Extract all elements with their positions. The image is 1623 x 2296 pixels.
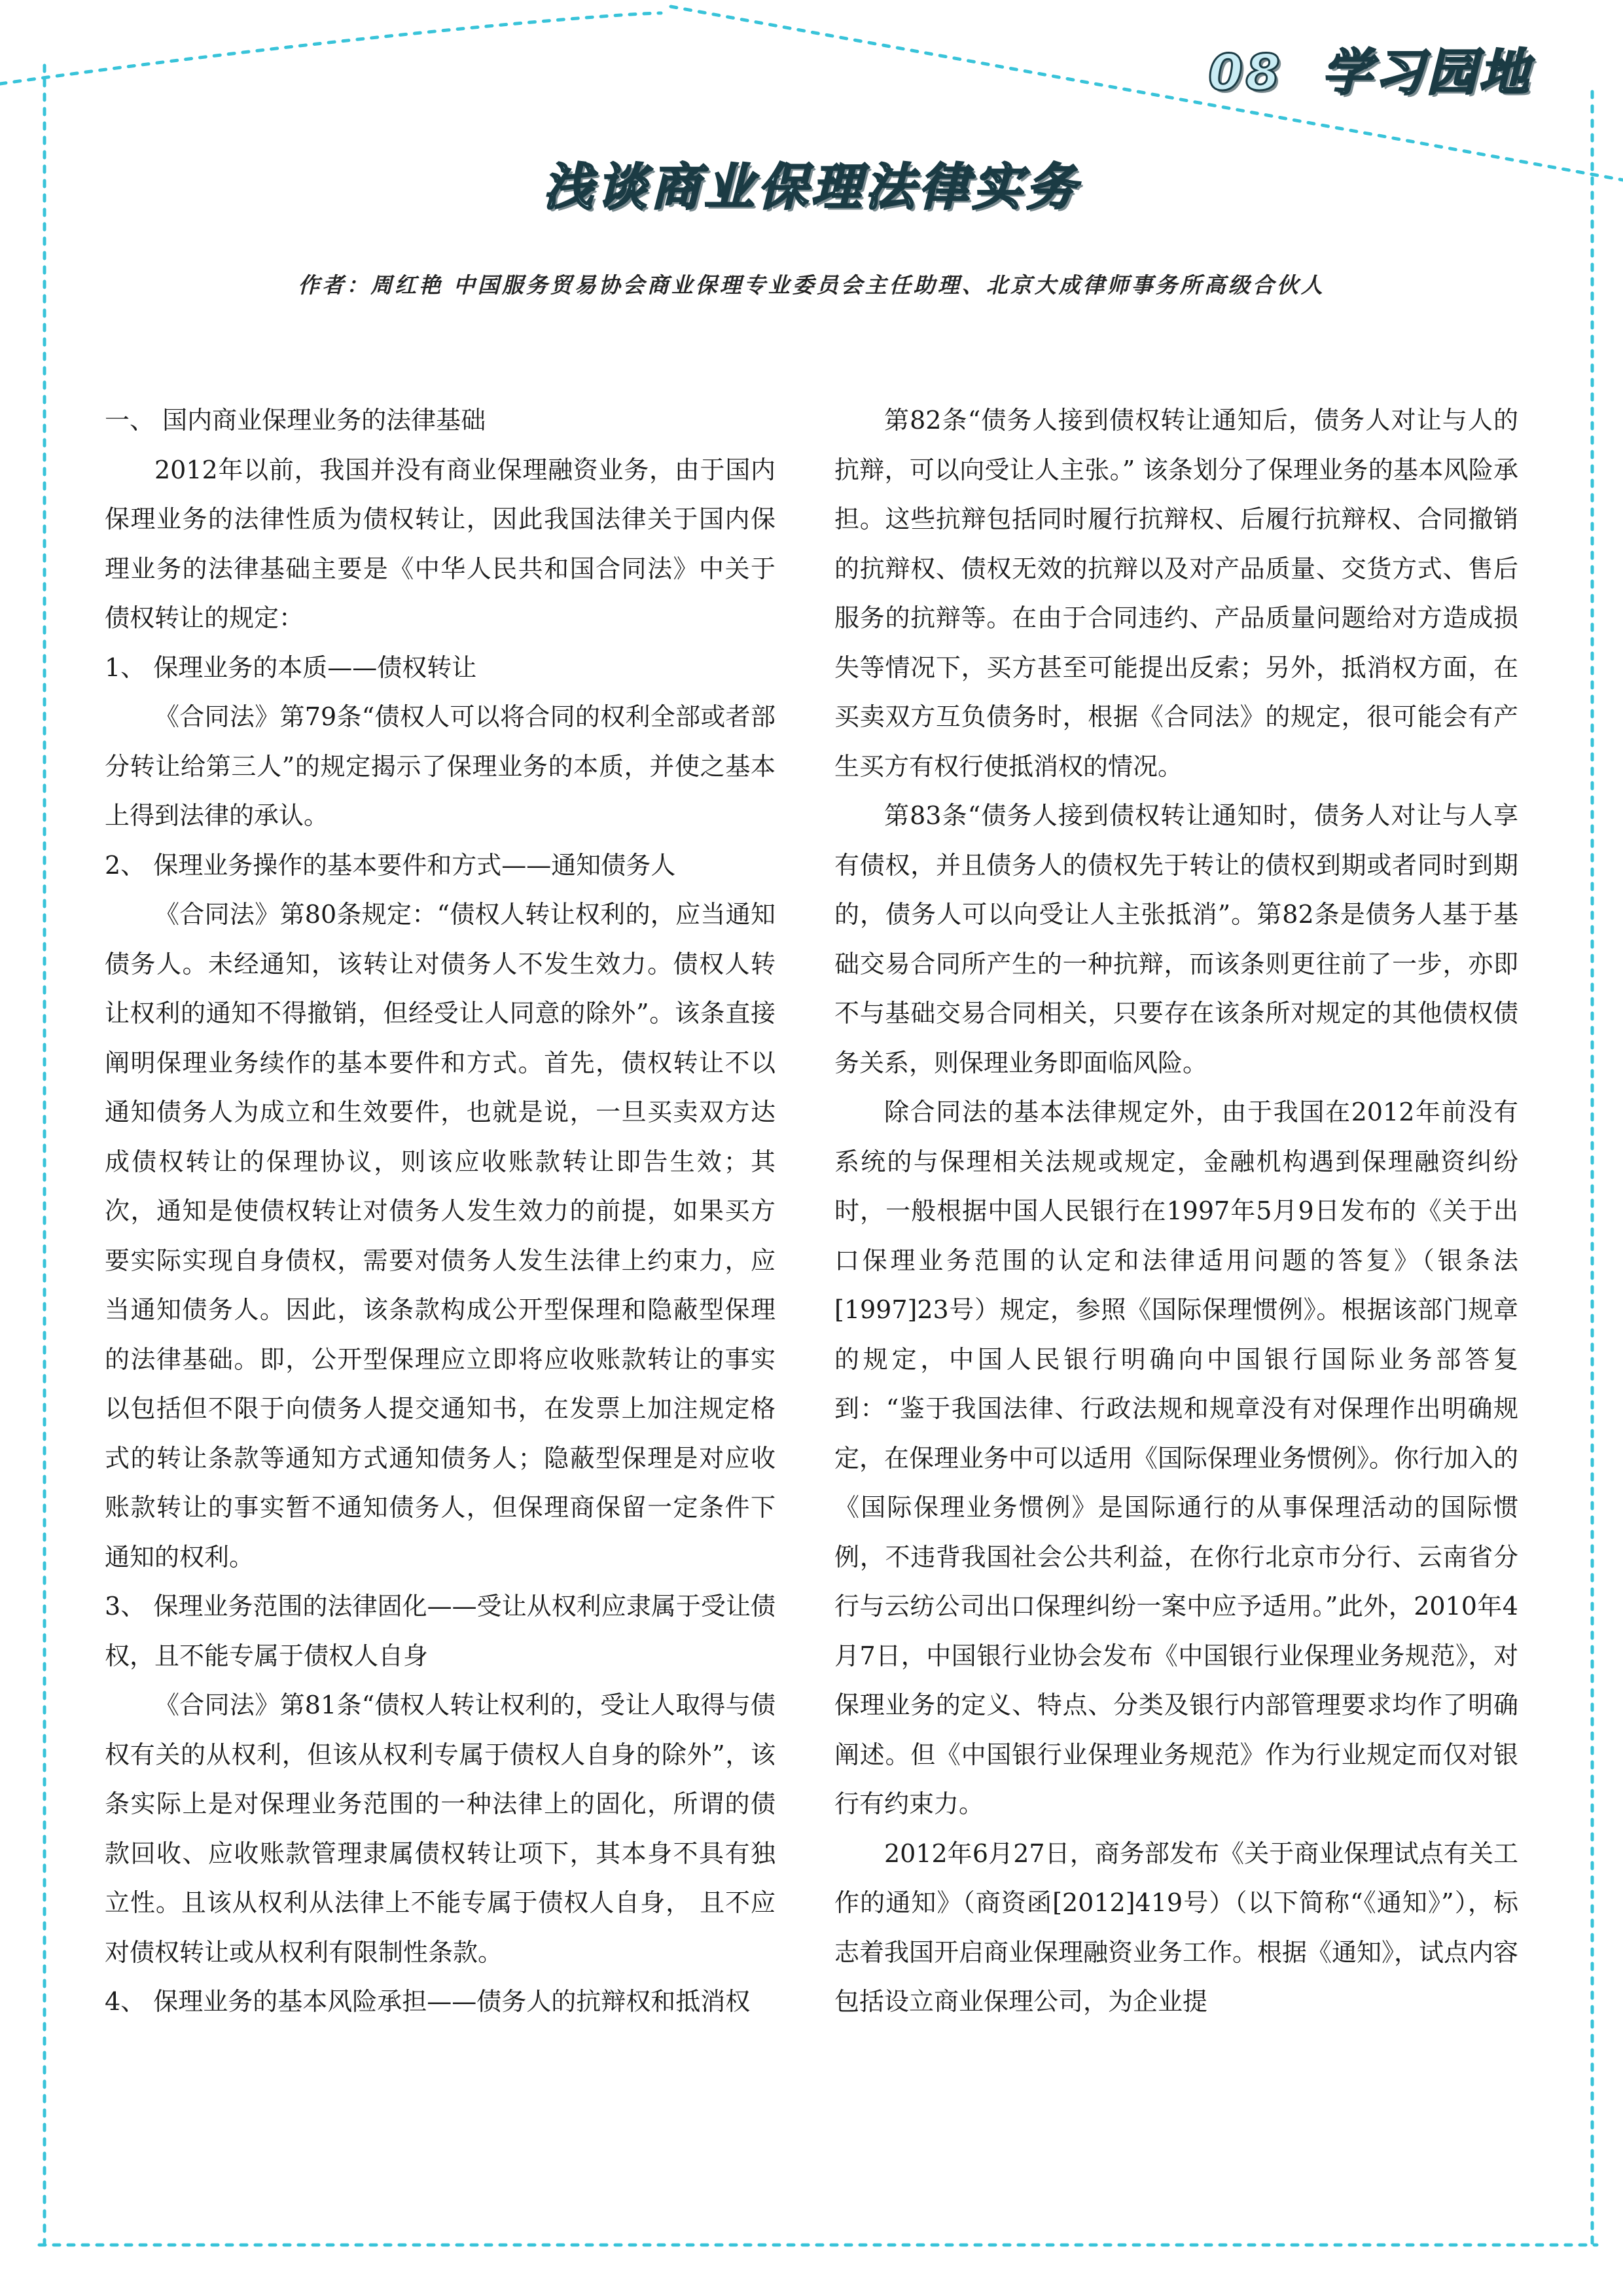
section-heading: 3、 保理业务范围的法律固化——受让从权利应隶属于受让债权，且不能专属于债权人自身 <box>105 1592 776 1670</box>
page-header <box>1208 33 1531 104</box>
body-paragraph: 2012年以前，我国并没有商业保理融资业务，由于国内保理业务的法律性质为债权转让，因此我国法律关于国内保理业务的法律基础主要是《中华人民共和国合同法》中关于债权转让的规定： <box>105 455 776 632</box>
body-paragraph: 《合同法》第80条规定：“债权人转让权利的，应当通知债务人。未经通知，该转让对债务人不发生效力。债权人转让权利的通知不得撤销，但经受让人同意的除外”。该条直接阐明保理业务续作的基本要件和方式。首先，债权转让不以通知债务人为成立和生效要件，也就是说，一旦买卖双方达成债权转让的保理协议，则该应收账款转让即告生效；其次，通知是使债权转让对债务人发生效力的前提，如果买方要实际实现自身债权，需要对债务人发生法律上约束力，应当通知债务人。因此，该条款构成公开型保理和隐蔽型保理的法律基础。即，公开型保理应立即将应收账款转让的事实以包括但不限于向债务人提交通知书，在发票上加注规定格式的转让条款等通知方式通知债务人；隐蔽型保理是对应收账款转让的事实暂不通知债务人，但保理商保留一定条件下通知的权利。 <box>105 900 776 1571</box>
body-paragraph: 《合同法》第81条“债权人转让权利的，受让人取得与债权有关的从权利，但该从权利专属于债权人自身的除外”，该条实际上是对保理业务范围的一种法律上的固化，所谓的债款回收、应收账款管理隶属债权转让项下，其本身不具有独立性。且该从权利从法律上不能专属于债权人自身， 且不应对债权转让或从权利有限制性条款。 <box>105 1691 776 1967</box>
article-byline: 作者：周红艳 中国服务贸易协会商业保理专业委员会主任助理、北京大成律师事务所高级合伙人 <box>298 272 1325 298</box>
left-column <box>105 396 776 2027</box>
section-heading: 4、 保理业务的基本风险承担——债务人的抗辩权和抵消权 <box>105 1987 751 2016</box>
body-paragraph: 2012年6月27日，商务部发布《关于商业保理试点有关工作的通知》（商资函[2012]419号）（以下简称“《通知》”），标志着我国开启商业保理融资业务工作。根据《通知》，试点内容包括设立商业保理公司，为企业提 <box>834 1839 1519 2016</box>
right-column <box>834 396 1518 2027</box>
section-heading: 1、 保理业务的本质——债权转让 <box>105 653 477 682</box>
body-paragraph: 第82条“债务人接到债权转让通知后，债务人对让与人的抗辩，可以向受让人主张。” 该条划分了保理业务的基本风险承担。这些抗辩包括同时履行抗辩权、后履行抗辩权、合同撤销的抗辩权、债权无效的抗辩以及对产品质量、交货方式、售后服务的抗辩等。在由于合同违约、产品质量问题给对方造成损失等情况下，买方甚至可能提出反索；另外，抵消权方面，在买卖双方互负债务时，根据《合同法》的规定，很可能会有产生买方有权行使抵消权的情况。 <box>834 406 1518 781</box>
body-paragraph: 除合同法的基本法律规定外，由于我国在2012年前没有系统的与保理相关法规或规定，金融机构遇到保理融资纠纷时，一般根据中国人民银行在1997年5月9日发布的《关于出口保理业务范围的认定和法律适用问题的答复》（银条法[1997]23号）规定，参照《国际保理惯例》。根据该部门规章的规定，中国人民银行明确向中国银行国际业务部答复到：“鉴于我国法律、行政法规和规章没有对保理作出明确规定，在保理业务中可以适用《国际保理业务惯例》。你行加入的《国际保理业务惯例》是国际通行的从事保理活动的国际惯例，不违背我国社会公共利益，在你行北京市分行、云南省分行与云纺公司出口保理纠纷一案中应予适用。”此外，2010年4月7日，中国银行业协会发布《中国银行业保理业务规范》，对保理业务的定义、特点、分类及银行内部管理要求均作了明确阐述。但《中国银行业保理业务规范》作为行业规定而仅对银行有约束力。 <box>834 1098 1519 1818</box>
section-heading: 一、 国内商业保理业务的法律基础 <box>105 406 486 435</box>
body-paragraph: 第83条“债务人接到债权转让通知时，债务人对让与人享有债权，并且债务人的债权先于转让的债权到期或者同时到期的，债务人可以向受让人主张抵消”。第82条是债务人基于基础交易合同所产生的一种抗辩，而该条则更往前了一步，亦即不与基础交易合同相关，只要存在该条所对规定的其他债权债务关系，则保理业务即面临风险。 <box>834 801 1518 1077</box>
page-number: 08 <box>1208 43 1283 101</box>
section-title: 学习园地 <box>1322 43 1531 101</box>
section-heading: 2、 保理业务操作的基本要件和方式——通知债务人 <box>105 850 676 880</box>
article-title: 浅谈商业保理法律实务 <box>543 158 1080 216</box>
body-paragraph: 《合同法》第79条“债权人可以将合同的权利全部或者部分转让给第三人”的规定揭示了保理业务的本质，并使之基本上得到法律的承认。 <box>105 702 776 830</box>
